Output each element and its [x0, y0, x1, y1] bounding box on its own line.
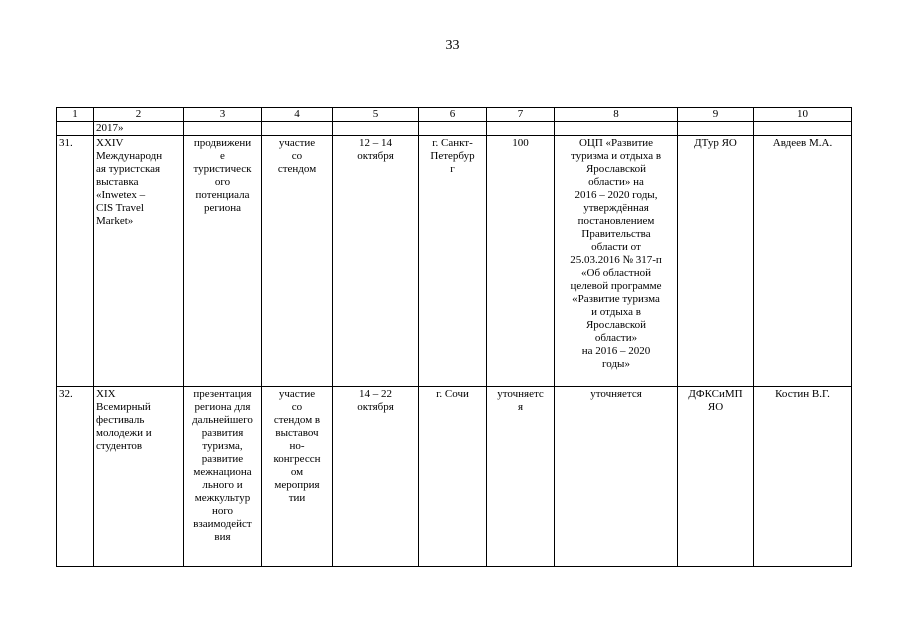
continuation-cell-purpose — [184, 122, 262, 136]
continuation-cell-executor — [678, 122, 754, 136]
header-row — [57, 108, 852, 122]
purpose-cell: продвижени е туристическ ого потенциала региона — [184, 136, 262, 387]
continuation-cell-num — [57, 122, 94, 136]
table-row — [57, 387, 852, 567]
continuation-cell-form — [262, 122, 333, 136]
place-cell: г. Санкт- Петербур г — [419, 136, 487, 387]
header-cell-7: 7 — [487, 108, 555, 122]
header-cell-1: 1 — [57, 108, 94, 122]
header-cell-5: 5 — [333, 108, 419, 122]
header-cell-4: 4 — [262, 108, 333, 122]
funding-source-cell: уточняется — [555, 387, 678, 567]
continuation-cell-cost — [487, 122, 555, 136]
continuation-cell-event: 2017» — [94, 122, 184, 136]
participation-form-cell: участие со стендом — [262, 136, 333, 387]
funding-source-cell: ОЦП «Развитие туризма и отдыха в Ярославской области» на 2016 – 2020 годы, утверждённая постановлением Правительства области от 25.03.2016 № 317-п «Об областной целевой программе «Развитие туризма и отдыха в Ярославской области» на 2016 – 2020 годы» — [555, 136, 678, 387]
dates-cell: 14 – 22 октября — [333, 387, 419, 567]
participation-form-cell: участие со стендом в выставоч но- конгрессн ом мероприя тии — [262, 387, 333, 567]
header-cell-2: 2 — [94, 108, 184, 122]
continuation-cell-source — [555, 122, 678, 136]
cost-cell: уточняетс я — [487, 387, 555, 567]
continuation-cell-place — [419, 122, 487, 136]
table-row — [57, 136, 852, 387]
responsible-cell: Костин В.Г. — [754, 387, 852, 567]
purpose-cell: презентация региона для дальнейшего развития туризма, развитие межнациона льного и межкультур ного взаимодейст вия — [184, 387, 262, 567]
header-cell-3: 3 — [184, 108, 262, 122]
header-cell-8: 8 — [555, 108, 678, 122]
continuation-row — [57, 122, 852, 136]
events-table — [56, 107, 852, 567]
header-cell-10: 10 — [754, 108, 852, 122]
executor-cell: ДФКСиМП ЯО — [678, 387, 754, 567]
executor-cell: ДТур ЯО — [678, 136, 754, 387]
page-number: 33 — [445, 38, 460, 53]
event-name-cell: XXIV Международн ая туристская выставка «Inwetex – CIS Travel Market» — [94, 136, 184, 387]
continuation-cell-dates — [333, 122, 419, 136]
row-number-cell: 32. — [57, 387, 94, 567]
responsible-cell: Авдеев М.А. — [754, 136, 852, 387]
header-cell-6: 6 — [419, 108, 487, 122]
row-number-cell: 31. — [57, 136, 94, 387]
event-name-cell: XIX Всемирный фестиваль молодежи и студентов — [94, 387, 184, 567]
dates-cell: 12 – 14 октября — [333, 136, 419, 387]
cost-cell: 100 — [487, 136, 555, 387]
place-cell: г. Сочи — [419, 387, 487, 567]
continuation-cell-responsible — [754, 122, 852, 136]
header-cell-9: 9 — [678, 108, 754, 122]
